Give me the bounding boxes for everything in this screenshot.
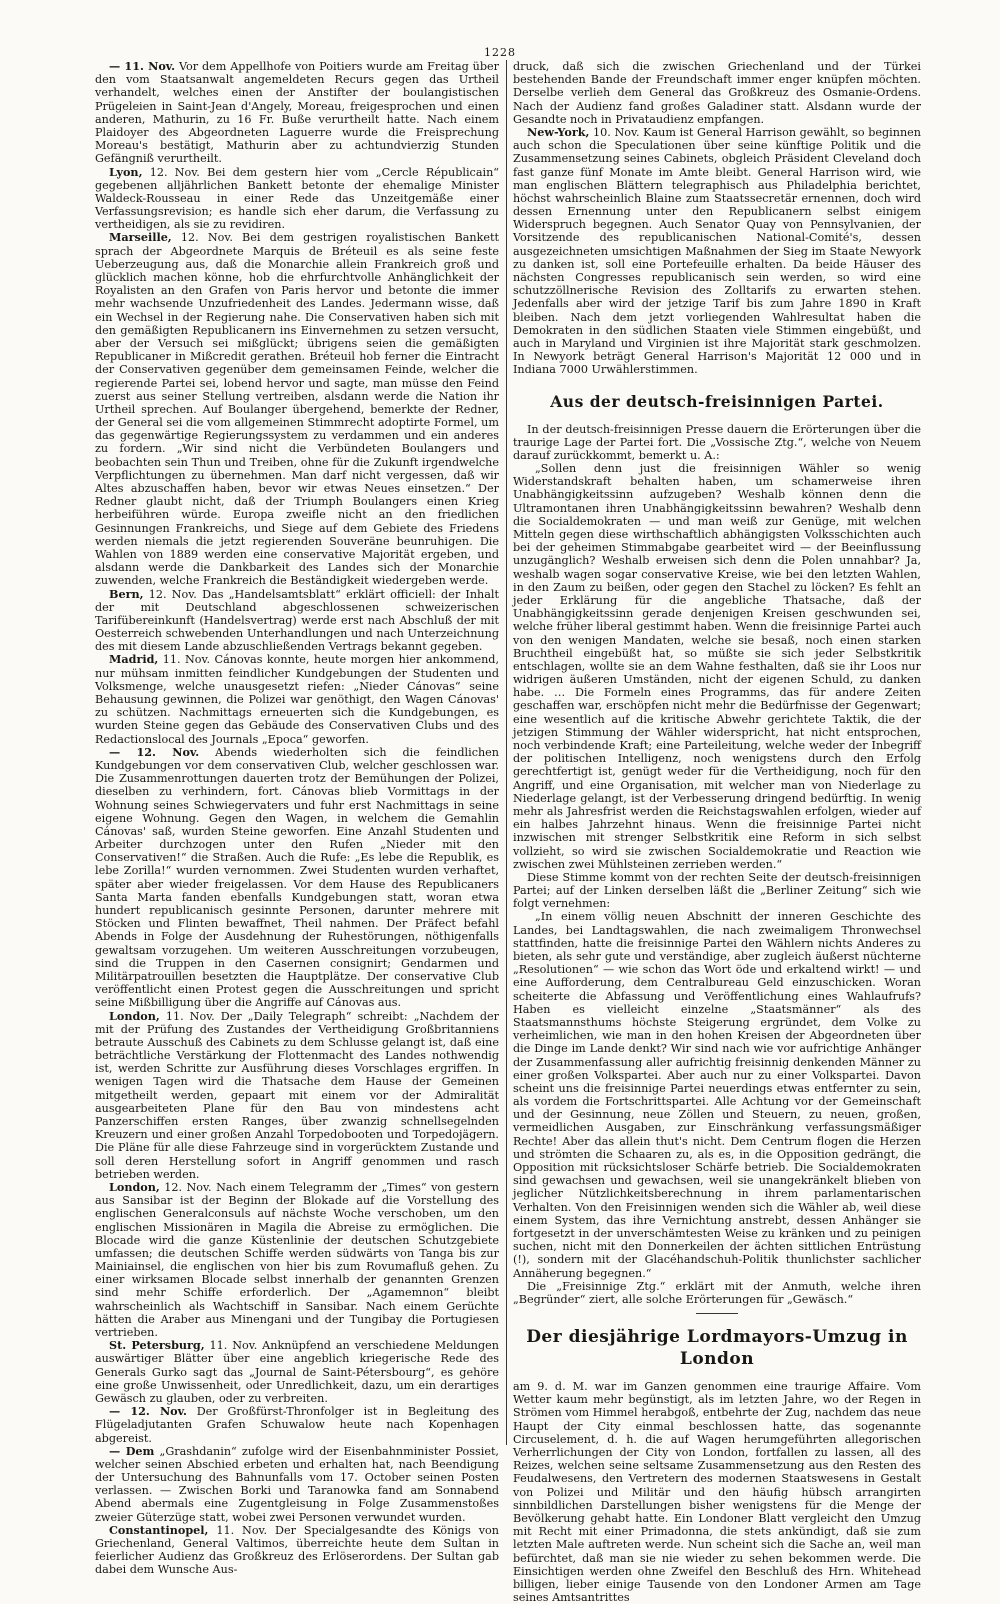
short-divider xyxy=(696,1313,738,1314)
dateline: — 12. Nov. xyxy=(109,744,200,759)
news-paragraph xyxy=(513,126,921,377)
news-paragraph xyxy=(95,1339,499,1405)
news-paragraph xyxy=(95,1181,499,1339)
article-heading: Der diesjährige Lordmayors-Umzug in London xyxy=(526,1327,908,1370)
news-paragraph xyxy=(513,60,921,126)
paragraph-text: 12. Nov. Das „Handelsamtsblatt“ erklärt officiell: der Inhalt der mit Deutschland abgeschlossenen schweizerischen Tarifübereinkunft (Handelsvertrag) werde erst nach Abschluß der mit Oesterreich schwebenden Unterhandlungen und nach Unterzeichnung des mit diesem Lande abzuschließenden Vertrags bekannt gegeben. xyxy=(95,587,499,654)
paragraph-text: druck, daß sich die zwischen Griechenland und der Türkei bestehenden Bande der Freundschaft immer enger knüpfen möchten. Derselbe verlieh dem General das Großkreuz des Osmanie-Ordens. Nach der Audienz fand großes Galadiner statt. Alsdann wurde der Gesandte noch in Privataudienz empfangen. xyxy=(513,60,921,126)
right-column xyxy=(513,60,921,1604)
paragraph-text: 12. Nov. Nach einem Telegramm der „Times“ von gestern aus Sansibar ist der Beginn der Blokade auf die Vorstellung des englischen Generalconsuls auf nächste Woche verschoben, um den englischen Missionären in Magila die Abreise zu ermöglichen. Die Blocade wird die ganze Küstenlinie der deutschen Schutzgebiete umfassen; die deutschen Schiffe werden südwärts von Tanga bis zur Mainiainsel, die englischen von hier bis zum Rovumafluß gehen. Zu einer wirksamen Blocade selbst innerhalb der genannten Grenzen sind mehr Schiffe erforderlich. Der „Agamemnon“ bleibt wahrscheinlich als Wachtschiff in Sansibar. Nach einem Gerüchte hätten die Araber aus Minengani und der Tungibay die Portugiesen vertrieben. xyxy=(95,1180,499,1339)
paragraph-text: Der Großfürst-Thronfolger ist in Begleitung des Flügeladjutanten Grafen Schuwalow heute nach Kopenhagen abgereist. xyxy=(95,1405,499,1445)
paragraph-text: 12. Nov. Bei dem gestern hier vom „Cercle Républicain“ gegebenen alljährlichen Bankett betonte der ehemalige Minister Waldeck-Rousseau in einer Rede das Unzeitgemäße einer Verfassungsrevision; es handle sich eher darum, die Verfassung zu vertheidigen, als sie zu revidiren. xyxy=(95,165,499,232)
article-body xyxy=(513,1380,921,1604)
paragraph-text: 11. Nov. Anknüpfend an verschiedene Meldungen auswärtiger Blätter über eine angeblich kriegerische Rede des Generals Gurko sagt das „Journal de Saint-Pétersbourg“, es gehöre eine große Unwissenheit, oder Unredlichkeit, dazu, um ein derartiges Gewäsch zu glauben, oder zu verbreiten. xyxy=(95,1339,499,1405)
news-paragraph xyxy=(95,1445,499,1524)
news-paragraph xyxy=(95,60,499,166)
paragraph-text: „Grashdanin“ zufolge wird der Eisenbahnminister Possiet, welcher seinen Abschied erbeten und erhalten hat, nach Beendigung der Untersuchung des Bahnunfalls vom 17. October seinen Posten verlassen. — Zwischen Borki und Taranowka fand am Sonnabend Abend abermals eine Zugentgleisung in Folge Zusammenstoßes zweier Güterzüge statt, wobei zwei Personen verwundet wurden. xyxy=(95,1444,499,1524)
quoted-paragraph: „Sollen denn just die freisinnigen Wähler so wenig Widerstandskraft behalten haben, um schamerweise ihren Unabhängigkeitssinn aufzugeben? Weshalb können denn die Ultramontanen ihren Unabhängigkeitssinn bewahren? Weshalb denn die Socialdemokraten — und man weiß zur Genüge, mit welchen Mitteln gegen diese wirthschaftlich abhängigsten Volksschichten auch bei der geheimen Stimmabgabe gearbeitet wird — der Beeinflussung unzugänglich? Weshalb erweisen sich denn die Polen unnahbar? Ja, weshalb wagen sogar conservative Kreise, wie bei den letzten Wahlen, in den Zaum zu beißen, oder gegen den Stachel zu löcken? Es fehlt an jeder Erklärung für die angebliche Thatsache, daß der Unabhängigkeitssinn gerade denjenigen Kreisen geschwunden sei, welche früher liberal gestimmt haben. Wenn die freisinnige Partei auch von den wenigen Mandaten, welche sie besaß, noch einen starken Bruchtheil eingebüßt hat, so müßte sie sich jeder Selbstkritik entschlagen, wollte sie an dem Wahne festhalten, daß sie ihr Loos nur widrigen äußeren Umständen, nicht der eigenen Schuld, zu danken habe. … Die Formeln eines Programms, das für andere Zeiten geschaffen war, erschöpfen nicht mehr die Bedürfnisse der Gegenwart; eine wesentlich auf die kritische Abwehr gerichtete Taktik, die der jetzigen Stimmung der Wähler widerspricht, hat nicht entsprochen, noch verbindende Kraft; eine Parteileitung, welche weder der Inbegriff der politischen Intelligenz, noch wenigstens durch den Erfolg gerechtfertigt ist, genügt weder für die Vertheidigung, noch für den Angriff, und eine Organisation, mit welcher man von Niederlage zu Niederlage gelangt, ist der Verbesserung dringend bedürftig. In wenig mehr als Jahresfrist werden die Reichstagswahlen erfolgen, wieder auf ein halbes Jahrzehnt hinaus. Wenn die freisinnige Partei nicht inzwischen mit strenger Selbstkritik eine Reform in sich selbst vollzieht, so wird sie zwischen Socialdemokratie und Reaction wie zwischen zwei Mühlsteinen zerrieben werden.“ xyxy=(513,462,921,871)
dateline: London, xyxy=(109,1008,160,1023)
paragraph-text: Abends wiederholten sich die feindlichen Kundgebungen vor dem conservativen Club, welcher geschlossen war. Die Zusammenrottungen dauerten trotz der Bemühungen der Polizei, dieselben zu verhindern, fort. Cánovas blieb Vormittags in der Wohnung seines Schwiegervaters und fuhr erst Nachmittags in seine eigene Wohnung. Gegen den Wagen, in welchem die Gemahlin Cánovas' saß, wurden Steine geworfen. Eine Anzahl Studenten und Arbeiter durchzogen unter den Rufen „Nieder mit den Conservativen!“ die Straßen. Auch die Rufe: „Es lebe die Republik, es lebe Zorilla!“ wurden vernommen. Zwei Studenten wurden verhaftet, später aber wieder freigelassen. Vor dem Hause des Republicaners Santa Marta fanden ebenfalls Kundgebungen statt, woran etwa hundert republicanisch gesinnte Personen, darunter mehrere mit Stöcken und Flinten bewaffnet, Theil nahmen. Der Präfect befahl Abends in Folge der Ausdehnung der Ruhestörungen, nöthigenfalls gewaltsam vorzugehen. Um weiteren Ausschreitungen vorzubeugen, sind die Truppen in den Casernen consignirt; Gendarmen und Militärpatrouillen besetzten die Hauptplätze. Der conservative Club veröffentlicht einen Protest gegen die Ausschreitungen und spricht seine Mißbilligung über die Angriffe auf Cánovas aus. xyxy=(95,745,499,1010)
quoted-paragraph: „In einem völlig neuen Abschnitt der inneren Geschichte des Landes, bei Landtagswahlen, die nach zweimaligem Thronwechsel stattfinden, hatte die freisinnige Partei den Wählern nichts Anderes zu bieten, als sehr gute und verständige, aber zugleich äußerst nüchterne „Resolutionen“ — wie schon das Wort öde und erkaltend wirkt! — und eine Aufforderung, dem Centralbureau Geld einzuschicken. Woran scheiterte die Abfassung und Veröffentlichung eines Wahlaufrufs? Haben es vielleicht einzelne „Staatsmänner“ als des Staatsmannsthums höchste Steigerung ergründet, dem Volke zu verheimlichen, wie man in den hohen Kreisen der Abgeordneten über die Dinge im Lande denkt? Wir sind nach wie vor aufrichtige Anhänger der Zusammenfassung aller aufrichtig freisinnig denkenden Männer zu einer großen Volkspartei. Aber auch nur zu einer Volkspartei. Davon scheint uns die freisinnige Partei neuerdings etwas entfernter zu sein, als vordem die Fortschrittspartei. Alle Achtung vor der Gemeinschaft und der Gesinnung, neue Zöllen und Steuern, zu neuen, großen, vermeidlichen Ausgaben, zur Einschränkung verfassungsmäßiger Rechte! Aber das allein thut's nicht. Dem Centrum flogen die Herzen und strömten die Schaaren zu, als es, in die Opposition gedrängt, die Opposition mit rücksichtsloser Schärfe betrieb. Die Socialdemokraten sind gewachsen und gewachsen, weil sie unangekränkelt blieben von jeglicher Nützlichkeitsberechnung in ihrem parlamentarischen Verhalten. Von den Freisinnigen wenden sich die Wähler ab, weil diese einem System, das ihre Vernichtung anstrebt, dessen Anhänger sie fortgesetzt in der unverschämtesten Weise zu kränken und zu peinigen suchen, nicht mit den Donnerkeilen der ächten sittlichen Entrüstung (!), sondern mit der Glacéhandschuh-Politik thunlichster sachlicher Annäherung begegnen.“ xyxy=(513,910,921,1280)
dateline: Constantinopel, xyxy=(109,1522,209,1537)
news-paragraph xyxy=(95,1405,499,1445)
news-paragraph xyxy=(95,231,499,587)
right-intro xyxy=(513,60,921,377)
dateline: St. Petersburg, xyxy=(109,1338,205,1353)
news-paragraph xyxy=(95,653,499,745)
paragraph-text: 12. Nov. Bei dem gestrigen royalistischen Bankett sprach der Abgeordnete Marquis de Bréteuil es als seine feste Ueberzeugung aus, daß die Monarchie allein Frankreich groß und glücklich machen könne, hob die ehrfurchtvolle Anhänglichkeit der Royalisten an den Grafen von Paris hervor und betonte die immer mehr wachsende Unzufriedenheit des Landes. Jedermann wisse, daß ein Wechsel in der Regierung nahe. Die Conservativen haben sich mit den gemäßigten Republicanern ins Einvernehmen zu setzen versucht, aber der Versuch sei mißglückt; übrigens seien die gemäßigten Republicaner in Mißcredit gerathen. Bréteuil hob ferner die Eintracht der Conservativen gegenüber dem gemeinsamen Feinde, welcher die regierende Partei sei, lobend hervor und sagte, man müsse den Feind zuerst aus seiner Stellung vertreiben, alsdann werde die Nation ihr Urtheil sprechen. Auf Boulanger übergehend, bemerkte der Redner, der General sei die vom allgemeinen Stimmrecht adoptirte Formel, um das gegenwärtige Regierungssystem zu verdammen und ein anderes zu fordern. „Wir sind nicht die Verbündeten Boulangers und beobachten sein Thun und Treiben, ohne für die Zukunft irgendwelche Verpflichtungen zu übernehmen. Man darf nicht vergessen, daß wir Altes abzuschaffen haben, bevor wir etwas Neues einsetzen.“ Der Redner glaubt nicht, daß der Triumph Boulangers einen Krieg herbeiführen würde. Europa zweifle nicht an den friedlichen Gesinnungen Frankreichs, und Siege auf dem Gebiete des Friedens werden niemals die jetzt regierenden Souveräne beunruhigen. Die Wahlen von 1889 werden eine conservative Majorität ergeben, und alsdann werde die Dankbarkeit des Landes sich der Monarchie zuwenden, welche Frankreich die Beständigkeit wiedergeben werde. xyxy=(95,231,499,588)
news-paragraph xyxy=(95,1524,499,1577)
paragraph-text: 11. Nov. Cánovas konnte, heute morgen hier ankommend, nur mühsam inmitten feindlicher Kundgebungen der Studenten und Volksmenge, welche unausgesetzt riefen: „Nieder Cánovas“ seine Behausung gewinnen, die Polizei war genöthigt, den Wagen Cánovas' zu schützen. Nachmittags erneuerten sich die Kundgebungen, es wurden Steine gegen das Gebäude des Conservativen Clubs und des Redactionslocal des Journals „Epoca“ geworfen. xyxy=(95,653,499,746)
section-heading: Aus der deutsch-freisinnigen Partei. xyxy=(550,391,884,411)
section-paragraph: Diese Stimme kommt von der rechten Seite der deutsch-freisinnigen Partei; auf der Linken derselben läßt die „Berliner Zeitung“ sich wie folgt vernehmen: xyxy=(513,870,921,911)
dateline: Marseille, xyxy=(109,230,172,245)
dateline: New-York, xyxy=(527,124,590,139)
paragraph-text: 11. Nov. Der Specialgesandte des Königs von Griechenland, General Valtimos, überreichte heute dem Sultan in feierlicher Audienz das Großkreuz des Erlöserordens. Der Sultan gab dabei dem Wunsche Aus- xyxy=(95,1523,499,1577)
dateline: — Dem xyxy=(109,1443,155,1458)
news-paragraph xyxy=(95,746,499,1010)
article-paragraph: am 9. d. M. war im Ganzen genommen eine traurige Affaire. Vom Wetter kaum mehr begünstigt, als im letzten Jahre, wo der Regen in Strömen vom Himmel herabgoß, entbehrte der Zug, nachdem das neue Haupt der City einmal beschlossen hatte, das sogenannte Circuselement, d. h. die auf Wagen herumgeführten allegorischen Verherrlichungen der City von London, fortfallen zu lassen, all des Reizes, welchen seine seltsame Zusammensetzung aus den Resten des Feudalwesens, den Vertretern des modernen Staatswesens in Gestalt von Polizei und Militär und den häufig hübsch arrangirten sinnbildlichen Darstellungen bisher wenigstens für die Menge der Bevölkerung gehabt hatte. Ein Londoner Blatt vergleicht den Umzug mit Recht mit einer Primadonna, die stets ankündigt, daß sie zum letzten Male auftreten werde. Nun scheint sich die Sache an, weil man befürchtet, daß man sie nie wieder zu sehen bekommen werde. Die Einsichtigen werden ohne Zweifel den Beschluß des Hrn. Whitehead billigen, lieber einige Tausende von den Londoner Armen am Tage seines Amtsantrittes xyxy=(513,1380,921,1604)
dateline: London, xyxy=(109,1179,160,1194)
dateline: Madrid, xyxy=(109,652,159,667)
dateline: Bern, xyxy=(109,586,144,601)
news-paragraph xyxy=(95,588,499,654)
paragraph-text: 11. Nov. Der „Daily Telegraph“ schreibt: „Nachdem der mit der Prüfung des Zustandes der Vertheidigung Großbritanniens betraute Ausschuß des Cabinets zu dem Schlusse gelangt ist, daß eine beträchtliche Verstärkung der Flottenmacht des Landes nothwendig ist, werden Schritte zur Ausführung dieses Vorschlages ergriffen. In wenigen Tagen wird die Thatsache dem Hause der Gemeinen mitgetheilt werden, gepaart mit einem vor der Admiralität ausgearbeiteten Plane für den Bau von mindestens acht Panzerschiffen ersten Ranges, über zwanzig schnellsegelnden Kreuzern und einer großen Anzahl Torpedobooten und Torpedojägern. Die Pläne für alle diese Fahrzeuge sind in vorgerücktem Zustande und soll deren Herstellung sofort in Angriff genommen und rasch betrieben werden. xyxy=(95,1009,499,1181)
section-body xyxy=(513,423,921,1307)
column-divider xyxy=(506,60,507,1445)
page-number: 1228 xyxy=(484,46,516,59)
paragraph-text: 10. Nov. Kaum ist General Harrison gewählt, so beginnen auch schon die Speculationen über seine künftige Politik und die Zusammensetzung seines Cabinets, obgleich Präsident Cleveland doch fast ganze fünf Monate im Amte bleibt. General Harrison wird, wie man englischen Blättern telegraphisch aus Philadelphia berichtet, höchst wahrscheinlich Blaine zum Staatssecretär ernennen, doch wird dessen Ernennung unter den Republicanern selbst einigem Widerspruch begegnen. Auch Senator Quay von Pennsylvanien, der Vorsitzende des republicanischen National-Comité's, dessen ausgezeichneten umsichtigen Maßnahmen der Sieg im Staate Newyork zu danken ist, soll eine Portefeuille erhalten. Da beide Häuser des nächsten Congresses republicanisch sein werden, so wird eine schutzzöllnerische Revision des Zolltarifs zu erwarten stehen. Jedenfalls aber wird der jetzige Tarif bis zum Jahre 1890 in Kraft bleiben. Nach dem jetzt vorliegenden Wahlresultat haben die Demokraten in den südlichen Staaten viele Stimmen eingebüßt, und auch in Maryland und Virginien ist ihre Majorität stark geschmolzen. In Newyork beträgt General Harrison's Majorität 12 000 und in Indiana 7000 Urwählerstimmen. xyxy=(513,125,921,377)
section-paragraph: Die „Freisinnige Ztg.“ erklärt mit der Anmuth, welche ihren „Begründer“ ziert, alle solche Erörterungen für „Gewäsch.“ xyxy=(513,1279,921,1306)
section-paragraph: In der deutsch-freisinnigen Presse dauern die Erörterungen über die traurige Lage der Partei fort. Die „Vossische Ztg.“, welche von Neuem darauf zurückkommt, bemerkt u. A.: xyxy=(513,422,921,462)
news-paragraph xyxy=(95,1010,499,1181)
left-column xyxy=(95,59,499,1577)
dateline: — 12. Nov. xyxy=(109,1404,187,1419)
dateline: — 11. Nov. xyxy=(109,59,176,73)
news-paragraph xyxy=(95,166,499,232)
paragraph-text: Vor dem Appellhofe von Poitiers wurde am Freitag über den vom Staatsanwalt angemeldeten Recurs gegen das Urtheil verhandelt, welches einen der Anstifter der boulangistischen Prügeleien in Saint-Jean d'Angely, Moreau, freigesprochen und einen anderen, Mathurin, zu 16 Fr. Buße verurtheilt hatte. Nach einem Plaidoyer des Abgeordneten Laguerre wurde die Freisprechung Moreau's bestätigt, Mathurin aber zu achtundvierzig Stunden Gefängniß verurtheilt. xyxy=(95,60,499,166)
dateline: Lyon, xyxy=(109,164,143,179)
